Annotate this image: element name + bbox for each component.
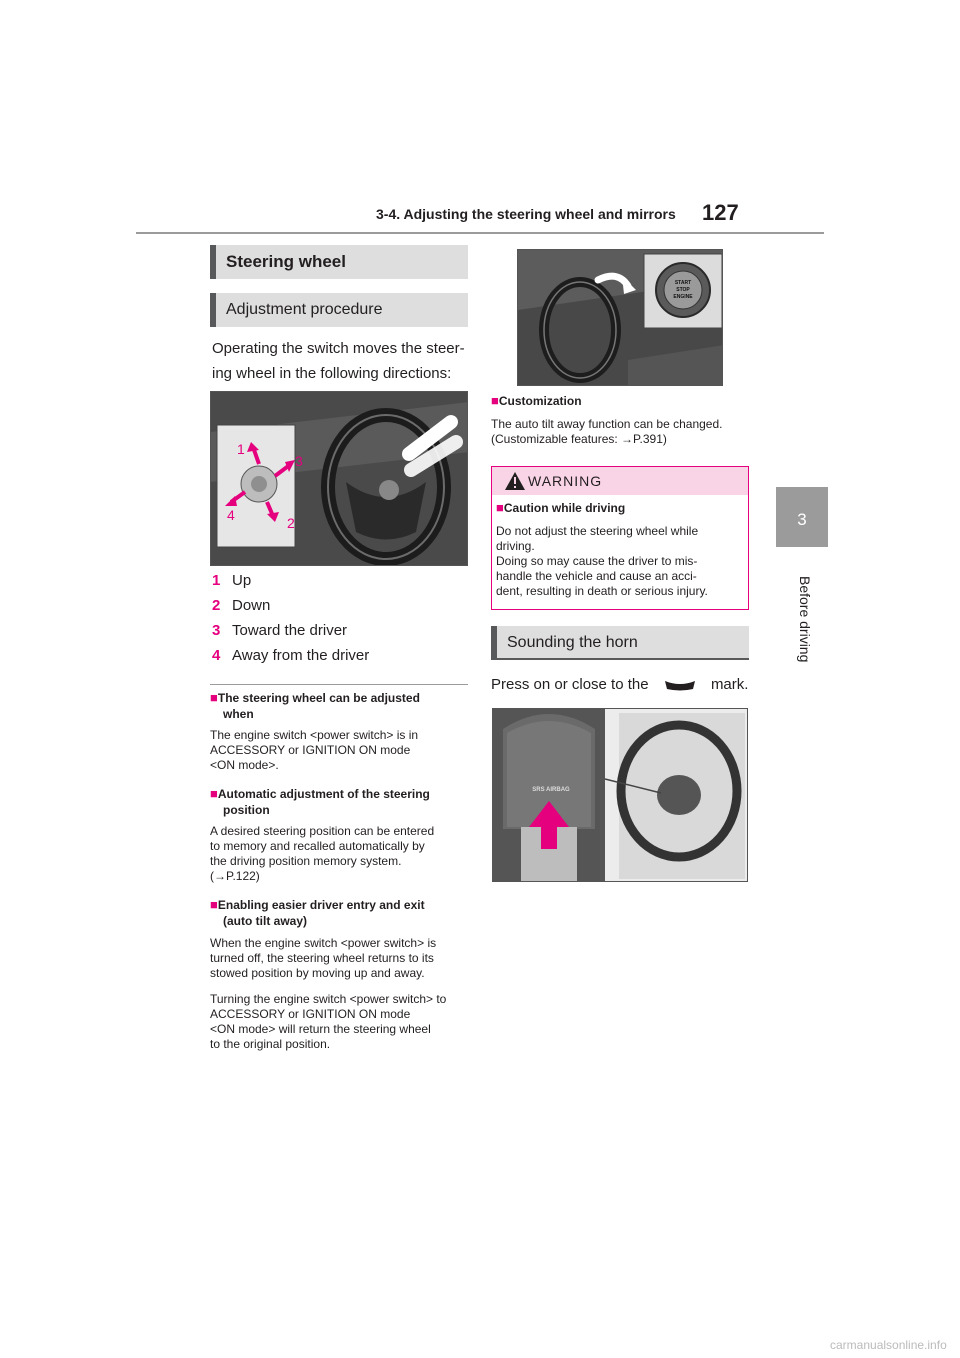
warning-body: Do not adjust the steering wheel while driving. Doing so may cause the driver to mis- handle the vehicle and cause an acci- dent, resulting in death or serious injury. — [496, 524, 708, 598]
note-heading: ■Automatic adjustment of the steering position — [210, 786, 430, 817]
airbag-label: SRS AIRBAG — [532, 787, 570, 793]
chapter-tab: 3 — [776, 487, 828, 547]
subsection-title-adjustment: Adjustment procedure — [210, 293, 468, 327]
figure-number-2: 2 — [287, 515, 295, 531]
tilt-away-figure — [517, 249, 723, 386]
note-body: A desired steering position can be entered to memory and recalled automatically by the driving position memory system. (→P.122) — [210, 824, 435, 883]
tilt-away-illustration — [518, 250, 723, 386]
horn-icon — [663, 678, 697, 692]
page-number: 127 — [702, 200, 739, 225]
customization-body: The auto tilt away function can be changed. (Customizable features: →P.391) — [491, 417, 723, 446]
step-item: 4 Away from the driver — [212, 647, 370, 664]
steering-adjust-figure — [210, 391, 468, 566]
running-header: 3-4. Adjusting the steering wheel and mirrors — [376, 206, 676, 222]
step-item: 1 Up — [212, 572, 252, 589]
header-rule — [136, 232, 824, 234]
figure-number-4: 4 — [227, 507, 235, 523]
warning-heading: ■Caution while driving — [496, 500, 626, 515]
section-title-horn: Sounding the horn — [491, 626, 749, 660]
chapter-label: Before driving — [797, 576, 813, 663]
note-body: Turning the engine switch <power switch> to ACCESSORY or IGNITION ON mode <ON mode> will return the steering wheel to the original position. — [210, 992, 447, 1051]
button-label-engine: ENGINE — [673, 294, 693, 300]
steering-adjust-illustration — [211, 392, 468, 566]
section-title-steering-wheel: Steering wheel — [210, 245, 468, 279]
figure-number-3: 3 — [295, 453, 303, 469]
step-item: 3 Toward the driver — [212, 622, 348, 639]
warning-triangle-icon — [504, 471, 526, 491]
figure-number-1: 1 — [237, 441, 245, 457]
horn-illustration — [493, 709, 748, 882]
horn-figure — [492, 708, 748, 882]
horn-instruction: Press on or close to the mark. — [491, 676, 749, 693]
warning-title: WARNING — [528, 473, 603, 489]
note-body: The engine switch <power switch> is in ACCESSORY or IGNITION ON mode <ON mode>. — [210, 728, 419, 772]
intro-text: Operating the switch moves the steer- ing wheel in the following directions: — [212, 340, 465, 382]
customization-heading: ■Customization — [491, 393, 582, 408]
note-heading: ■Enabling easier driver entry and exit (auto tilt away) — [210, 897, 425, 928]
button-label-stop: STOP — [676, 287, 690, 293]
step-item: 2 Down — [212, 597, 271, 614]
button-label-start: START — [674, 280, 692, 286]
footer-watermark: carmanualsonline.info — [830, 1338, 947, 1352]
notes-divider — [210, 684, 468, 685]
note-heading: ■The steering wheel can be adjusted when — [210, 690, 420, 721]
note-body: When the engine switch <power switch> is turned off, the steering wheel returns to its stowed position by moving up and away. — [210, 936, 437, 980]
